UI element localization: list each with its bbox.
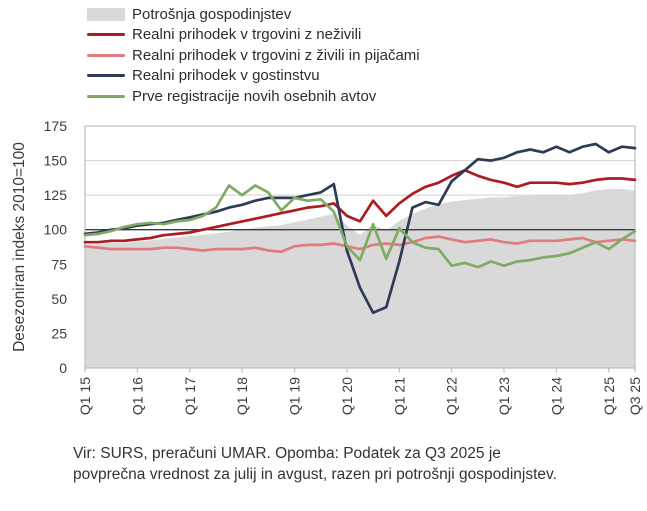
svg-text:Q1 25: Q1 25 bbox=[600, 377, 617, 416]
svg-text:0: 0 bbox=[59, 360, 67, 376]
series-area-potrosnja bbox=[85, 188, 635, 368]
svg-text:Q1 24: Q1 24 bbox=[548, 377, 565, 416]
legend-swatch-line-icon bbox=[87, 33, 125, 36]
legend-label: Realni prihodek v trgovini z neživili bbox=[132, 26, 362, 44]
svg-text:Q1 19: Q1 19 bbox=[286, 377, 303, 416]
svg-text:Q1 22: Q1 22 bbox=[443, 377, 460, 416]
legend-item-nezivili bbox=[87, 25, 420, 46]
svg-text:Q1 18: Q1 18 bbox=[234, 377, 251, 416]
legend-swatch-area-icon bbox=[87, 8, 125, 21]
source-note: Vir: SURS, preračuni UMAR. Opomba: Podatek za Q3 2025 je povprečna vrednost za julij in avgust, razen pri potrošnji gospodinjstev. bbox=[73, 445, 557, 484]
legend-label: Potrošnja gospodinjstev bbox=[132, 5, 292, 23]
x-axis-ticks bbox=[85, 368, 635, 373]
svg-text:150: 150 bbox=[43, 152, 67, 169]
legend-item-gostinstvo bbox=[87, 66, 420, 87]
svg-text:Q1 16: Q1 16 bbox=[129, 377, 146, 416]
svg-text:Q1 17: Q1 17 bbox=[181, 377, 198, 416]
legend-item-registracije bbox=[87, 86, 420, 107]
svg-text:25: 25 bbox=[51, 325, 67, 342]
svg-text:75: 75 bbox=[51, 256, 67, 273]
svg-text:Q1 20: Q1 20 bbox=[338, 377, 355, 416]
legend-label: Realni prihodek v trgovini z živili in pijačami bbox=[132, 46, 420, 64]
legend-label: Prve registracije novih osebnih avtov bbox=[132, 87, 377, 105]
svg-text:100: 100 bbox=[43, 221, 67, 238]
legend-item-zivili bbox=[87, 45, 420, 66]
svg-text:Q1 23: Q1 23 bbox=[496, 377, 513, 416]
svg-text:Q1 15: Q1 15 bbox=[77, 377, 93, 416]
legend-swatch-line-icon bbox=[87, 54, 125, 57]
legend-swatch-line-icon bbox=[87, 74, 125, 77]
svg-text:Q1 21: Q1 21 bbox=[391, 377, 408, 416]
legend-label: Realni prihodek v gostinstvu bbox=[132, 67, 320, 85]
y-axis-title: Desezoniran indeks 2010=100 bbox=[11, 142, 28, 352]
y-axis-labels bbox=[44, 118, 68, 376]
legend-item-potrosnja bbox=[87, 4, 420, 25]
svg-text:Q3 25: Q3 25 bbox=[627, 377, 643, 416]
chart-legend bbox=[87, 4, 420, 107]
x-axis-labels bbox=[77, 377, 643, 415]
legend-swatch-line-icon bbox=[87, 95, 125, 98]
svg-text:50: 50 bbox=[51, 290, 67, 307]
svg-text:125: 125 bbox=[43, 187, 67, 204]
svg-text:175: 175 bbox=[43, 118, 67, 134]
